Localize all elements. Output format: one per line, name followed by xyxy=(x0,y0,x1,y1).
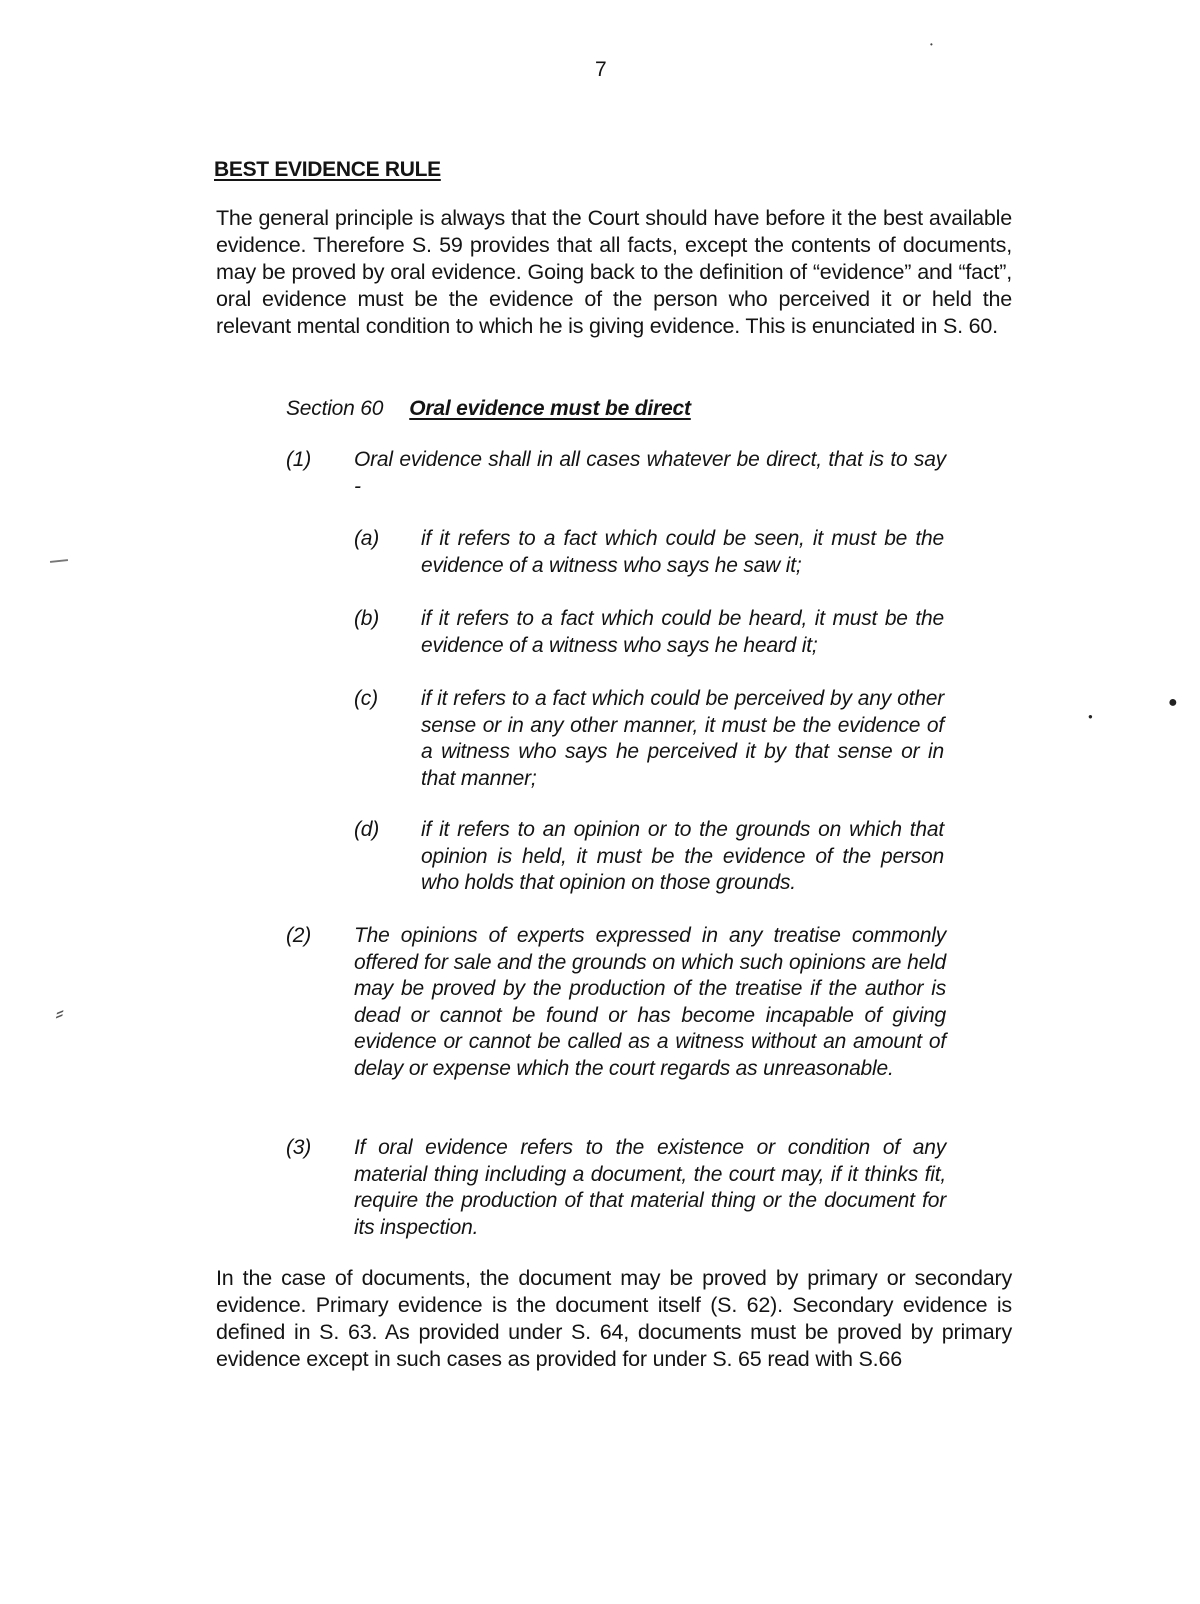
subclause-letter: (a) xyxy=(354,527,380,550)
clause-text: The opinions of experts expressed in any treatise commonly offered for sale and the grounds on which such opinions are held may be proved by the production of the treatise if the author is dead or cannot be found or has become incapable of giving evidence or cannot be called as a witness without an amount of delay or expense which the court regards as unreasonable. xyxy=(354,924,946,1080)
scan-speck: ● xyxy=(1088,712,1093,721)
scan-speck: • xyxy=(930,40,933,49)
scan-speck: ● xyxy=(1168,694,1178,711)
clause-number: (3) xyxy=(286,1136,312,1159)
page-number: 7 xyxy=(595,58,607,81)
statute-section-title: Oral evidence must be direct xyxy=(409,397,691,420)
subclause-letter: (b) xyxy=(354,607,380,630)
clause-number: (2) xyxy=(286,924,312,947)
clause-text: If oral evidence refers to the existence or condition of any material thing including a document, the court may, if it thinks fit, require the production of that material thing or the document for its inspection. xyxy=(354,1136,946,1239)
subclause-text: if it refers to a fact which could be perceived by any other sense or in any other manner, it must be the evidence of a witness who says he perceived it by that sense or in that manner; xyxy=(421,687,944,790)
margin-pencil-mark: ⸗ xyxy=(56,1000,64,1025)
subclause-letter: (d) xyxy=(354,818,380,841)
closing-paragraph: In the case of documents, the document may be proved by primary or secondary evidence. Primary evidence is the document itself (S. 62). Secondary evidence is defined in S. 63. As provided under S. 64, documents must be proved by primary evidence except in such cases as provided for under S. 65 read with S.66 xyxy=(216,1266,1012,1371)
intro-paragraph: The general principle is always that the Court should have before it the best available evidence. Therefore S. 59 provides that all facts, except the contents of documents, may be proved by oral evidence. Going back to the definition of “evidence” and “fact”, oral evidence must be the evidence of the person who perceived it or held the relevant mental condition to which he is giving evidence. This is enunciated in S. 60. xyxy=(216,206,1012,338)
statute-section-label: Section 60 xyxy=(286,397,384,420)
subclause-text: if it refers to a fact which could be heard, it must be the evidence of a witness who says he heard it; xyxy=(421,607,944,657)
subclause-text: if it refers to a fact which could be seen, it must be the evidence of a witness who says he saw it; xyxy=(421,527,944,577)
clause-number: (1) xyxy=(286,448,312,471)
section-heading-best-evidence-rule: BEST EVIDENCE RULE xyxy=(214,158,441,181)
scan-stroke xyxy=(50,559,68,563)
subclause-text: if it refers to an opinion or to the grounds on which that opinion is held, it must be the evidence of the person who holds that opinion on those grounds. xyxy=(421,818,944,894)
statute-section-heading xyxy=(286,397,691,421)
clause-text: Oral evidence shall in all cases whatever be direct, that is to say - xyxy=(354,448,946,498)
subclause-letter: (c) xyxy=(354,687,378,710)
